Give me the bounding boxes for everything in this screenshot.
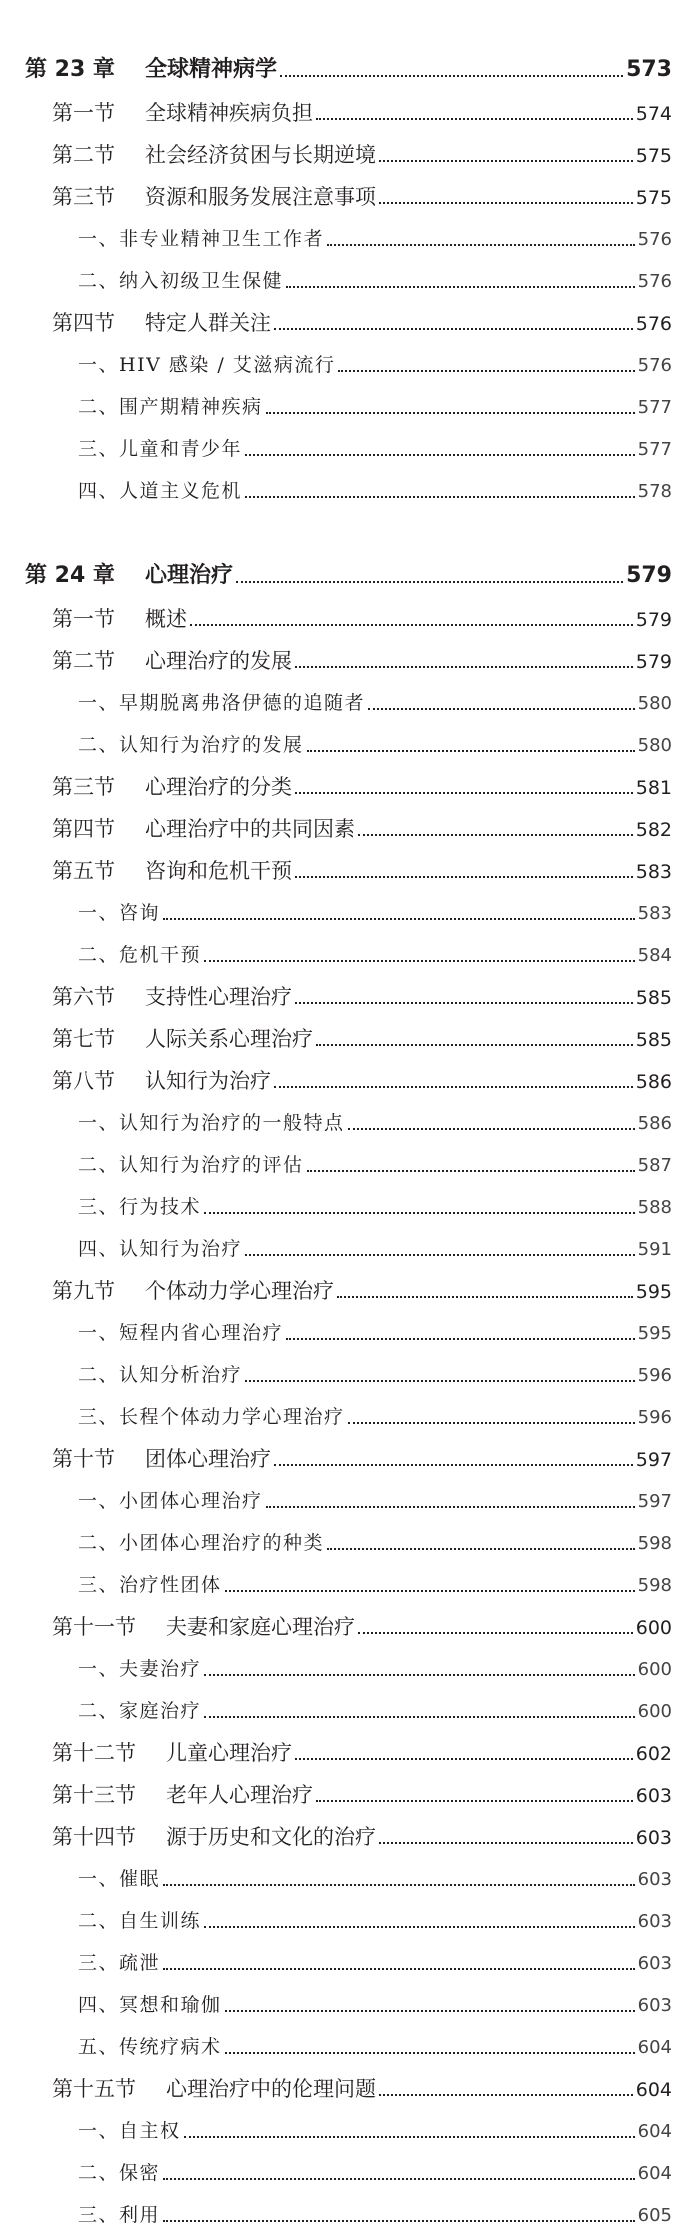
page-number: 600 [637,1659,672,1680]
page-number: 580 [637,693,672,714]
page-number: 583 [635,861,672,883]
dot-leader [163,2220,635,2222]
entry-title: 二、纳入初级卫生保健 [78,270,284,292]
page-number: 584 [637,945,672,966]
dot-leader [266,1506,635,1508]
section-label: 第五节 [52,859,115,883]
section-label: 第八节 [52,1069,115,1093]
dot-leader [245,1254,635,1256]
section-entry[interactable] [0,92,700,134]
entry-title: 一、早期脱离弗洛伊德的追随者 [78,692,366,714]
page-number: 598 [637,1533,672,1554]
subsection-entry[interactable] [0,2110,700,2152]
page-number: 580 [637,735,672,756]
dot-leader [163,2178,635,2180]
subsection-entry[interactable] [0,1396,700,1438]
subsection-entry[interactable] [0,386,700,428]
dot-leader [225,1590,635,1592]
page-number: 586 [635,1071,672,1093]
page-number: 596 [637,1407,672,1428]
section-entry[interactable] [0,808,700,850]
entry-title [52,1018,313,1060]
entry-title: 二、认知分析治疗 [78,1364,243,1386]
section-label: 第十四节 [52,1825,136,1849]
entry-title: 四、认知行为治疗 [78,1238,243,1260]
page-number: 576 [635,313,672,335]
entry-title [52,808,355,850]
subsection-entry[interactable] [0,1186,700,1228]
subsection-entry[interactable] [0,1354,700,1396]
page-number: 596 [637,1365,672,1386]
page-number: 578 [637,481,672,502]
entry-title: 一、催眠 [78,1868,161,1890]
subsection-entry[interactable] [0,1522,700,1564]
subsection-entry[interactable] [0,218,700,260]
section-label: 第四节 [52,817,115,841]
entry-title: 一、HIV 感染 / 艾滋病流行 [78,354,336,376]
section-entry[interactable] [0,1774,700,1816]
dot-leader [163,1968,635,1970]
subsection-entry[interactable] [0,1102,700,1144]
section-name: 全球精神疾病负担 [145,101,313,125]
section-entry[interactable] [0,766,700,808]
entry-title: 三、行为技术 [78,1196,202,1218]
entry-title [52,92,313,134]
page-number: 603 [637,1995,672,2016]
entry-title [52,302,271,344]
page-number: 591 [637,1239,672,1260]
section-name: 咨询和危机干预 [145,859,292,883]
section-label: 第一节 [52,607,115,631]
entry-title [52,1060,271,1102]
section-label: 第六节 [52,985,115,1009]
section-label: 第二节 [52,143,115,167]
chapter-title [25,554,233,598]
dot-leader [295,666,633,668]
section-entry[interactable] [0,134,700,176]
entry-title: 二、家庭治疗 [78,1700,202,1722]
entry-title: 一、小团体心理治疗 [78,1490,263,1512]
section-label: 第三节 [52,185,115,209]
page-number: 575 [635,145,672,167]
dot-leader [316,1800,633,1802]
dot-leader [204,1212,635,1214]
section-label: 第九节 [52,1279,115,1303]
section-name: 儿童心理治疗 [166,1741,292,1765]
dot-leader [274,1086,633,1088]
entry-title: 三、疏泄 [78,1952,161,1974]
chapter-block [0,554,700,2236]
section-entry[interactable] [0,1816,700,1858]
dot-leader [327,1548,635,1550]
entry-title [52,1816,376,1858]
subsection-entry[interactable] [0,2026,700,2068]
entry-title: 二、围产期精神疾病 [78,396,263,418]
dot-leader [286,1338,635,1340]
dot-leader [204,1716,635,1718]
dot-leader [295,1758,633,1760]
page-number: 588 [637,1197,672,1218]
entry-title: 三、儿童和青少年 [78,438,243,460]
dot-leader [379,1842,633,1844]
subsection-entry[interactable] [0,892,700,934]
section-name: 心理治疗中的伦理问题 [166,2077,376,2101]
entry-title [52,1774,313,1816]
dot-leader [358,1632,633,1634]
dot-leader [379,2094,633,2096]
section-entry[interactable] [0,640,700,682]
page-number: 574 [635,103,672,125]
section-name: 老年人心理治疗 [166,1783,313,1807]
dot-leader [190,624,633,626]
page-number: 602 [635,1743,672,1765]
entry-title: 一、夫妻治疗 [78,1658,202,1680]
section-name: 资源和服务发展注意事项 [145,185,376,209]
entry-title [52,976,292,1018]
section-label: 第十一节 [52,1615,136,1639]
page-number: 579 [635,609,672,631]
page-number: 605 [637,2205,672,2226]
page-number: 582 [635,819,672,841]
subsection-entry[interactable] [0,1690,700,1732]
entry-title: 二、自生训练 [78,1910,202,1932]
dot-leader [307,750,635,752]
subsection-entry[interactable] [0,1480,700,1522]
dot-leader [327,244,635,246]
page-number: 581 [635,777,672,799]
section-entry[interactable] [0,2068,700,2110]
page-number: 595 [637,1323,672,1344]
subsection-entry[interactable] [0,934,700,976]
section-label: 第三节 [52,775,115,799]
subsection-entry[interactable] [0,260,700,302]
page-number: 585 [635,1029,672,1051]
subsection-entry[interactable] [0,344,700,386]
section-entry[interactable] [0,1732,700,1774]
dot-leader [286,286,635,288]
entry-title: 一、自主权 [78,2120,181,2142]
page-number: 597 [635,1449,672,1471]
dot-leader [274,1464,633,1466]
dot-leader [368,708,635,710]
page-number: 603 [635,1785,672,1807]
dot-leader [295,876,633,878]
page-number: 604 [637,2121,672,2142]
entry-title: 二、认知行为治疗的评估 [78,1154,304,1176]
subsection-entry[interactable] [0,2152,700,2194]
subsection-entry[interactable] [0,1984,700,2026]
dot-leader [316,118,633,120]
subsection-entry[interactable] [0,1564,700,1606]
section-entry[interactable] [0,176,700,218]
page-number: 576 [637,355,672,376]
entry-title [52,1270,334,1312]
entry-title: 四、人道主义危机 [78,480,243,502]
section-entry[interactable] [0,1438,700,1480]
section-name: 夫妻和家庭心理治疗 [166,1615,355,1639]
entry-title [52,176,376,218]
entry-title: 一、咨询 [78,902,161,924]
page-number: 603 [637,1953,672,1974]
page-number: 587 [637,1155,672,1176]
section-entry[interactable] [0,850,700,892]
entry-title [52,1732,292,1774]
section-name: 心理治疗中的共同因素 [145,817,355,841]
section-name: 概述 [145,607,187,631]
subsection-entry[interactable] [0,1144,700,1186]
page-number: 600 [635,1617,672,1639]
section-entry[interactable] [0,598,700,640]
section-entry[interactable] [0,1060,700,1102]
section-name: 人际关系心理治疗 [145,1027,313,1051]
entry-title: 三、治疗性团体 [78,1574,222,1596]
section-label: 第二节 [52,649,115,673]
section-label: 第一节 [52,101,115,125]
entry-title [52,1438,271,1480]
section-name: 个体动力学心理治疗 [145,1279,334,1303]
chapter-heading[interactable] [0,48,700,92]
entry-title [52,2068,376,2110]
dot-leader [204,1674,635,1676]
page-number: 603 [635,1827,672,1849]
entry-title [52,640,292,682]
page-number: 575 [635,187,672,209]
entry-title: 四、冥想和瑜伽 [78,1994,222,2016]
entry-title [52,850,292,892]
dot-leader [379,202,633,204]
page-number: 577 [637,397,672,418]
section-label: 第十五节 [52,2077,136,2101]
entry-title [52,766,292,808]
dot-leader [236,581,623,583]
entry-title: 二、危机干预 [78,944,202,966]
section-name: 认知行为治疗 [145,1069,271,1093]
entry-title: 一、短程内省心理治疗 [78,1322,284,1344]
dot-leader [274,328,633,330]
dot-leader [245,1380,635,1382]
section-entry[interactable] [0,976,700,1018]
subsection-entry[interactable] [0,682,700,724]
dot-leader [348,1422,635,1424]
section-name: 社会经济贫困与长期逆境 [145,143,376,167]
page-number: 577 [637,439,672,460]
dot-leader [163,918,635,920]
page-number: 603 [637,1869,672,1890]
dot-leader [348,1128,635,1130]
page-number: 603 [637,1911,672,1932]
dot-leader [245,496,635,498]
chapter-title [25,48,277,92]
section-entry[interactable] [0,1270,700,1312]
page-number: 604 [637,2037,672,2058]
chapter-heading[interactable] [0,554,700,598]
page-number: 586 [637,1113,672,1134]
dot-leader [358,834,633,836]
subsection-entry[interactable] [0,1312,700,1354]
page-number: 604 [635,2079,672,2101]
section-name: 心理治疗的分类 [145,775,292,799]
entry-title: 三、长程个体动力学心理治疗 [78,1406,345,1428]
section-label: 第四节 [52,311,115,335]
chapter-block [0,48,700,512]
chapter-name: 全球精神病学 [144,57,277,82]
section-name: 心理治疗的发展 [145,649,292,673]
page-number: 595 [635,1281,672,1303]
entry-title: 一、认知行为治疗的一般特点 [78,1112,345,1134]
dot-leader [266,412,635,414]
page-number: 583 [637,903,672,924]
dot-leader [316,1044,633,1046]
page-number: 604 [637,2163,672,2184]
dot-leader [163,1884,635,1886]
entry-title: 一、非专业精神卫生工作者 [78,228,325,250]
entry-title: 二、保密 [78,2162,161,2184]
entry-title: 二、认知行为治疗的发展 [78,734,304,756]
section-name: 团体心理治疗 [145,1447,271,1471]
dot-leader [379,160,633,162]
dot-leader [225,2010,635,2012]
section-entry[interactable] [0,1018,700,1060]
section-label: 第十三节 [52,1783,136,1807]
section-label: 第十二节 [52,1741,136,1765]
section-name: 支持性心理治疗 [145,985,292,1009]
dot-leader [204,960,635,962]
page-number: 585 [635,987,672,1009]
page-number: 576 [637,229,672,250]
entry-title: 三、利用 [78,2204,161,2226]
dot-leader [204,1926,635,1928]
page-number: 579 [635,651,672,673]
entry-title: 二、小团体心理治疗的种类 [78,1532,325,1554]
page-number: 573 [626,57,672,82]
page-number: 579 [626,563,672,588]
page-number: 598 [637,1575,672,1596]
subsection-entry[interactable] [0,428,700,470]
dot-leader [225,2052,635,2054]
dot-leader [337,1296,633,1298]
dot-leader [280,75,623,77]
dot-leader [245,454,635,456]
page-number: 600 [637,1701,672,1722]
subsection-entry[interactable] [0,470,700,512]
section-name: 源于历史和文化的治疗 [166,1825,376,1849]
entry-title [52,134,376,176]
subsection-entry[interactable] [0,1942,700,1984]
section-entry[interactable] [0,302,700,344]
subsection-entry[interactable] [0,1228,700,1270]
entry-title [52,1606,355,1648]
subsection-entry[interactable] [0,2194,700,2236]
entry-title [52,598,187,640]
section-entry[interactable] [0,1606,700,1648]
dot-leader [295,1002,633,1004]
subsection-entry[interactable] [0,724,700,766]
page-number: 576 [637,271,672,292]
dot-leader [184,2136,635,2138]
chapter-name: 心理治疗 [144,563,233,588]
subsection-entry[interactable] [0,1648,700,1690]
entry-title: 五、传统疗病术 [78,2036,222,2058]
section-name: 特定人群关注 [145,311,271,335]
chapter-label: 第 23 章 [25,57,115,82]
section-label: 第七节 [52,1027,115,1051]
dot-leader [295,792,633,794]
subsection-entry[interactable] [0,1858,700,1900]
dot-leader [307,1170,635,1172]
subsection-entry[interactable] [0,1900,700,1942]
dot-leader [338,370,634,372]
chapter-label: 第 24 章 [25,563,115,588]
section-label: 第十节 [52,1447,115,1471]
page-number: 597 [637,1491,672,1512]
